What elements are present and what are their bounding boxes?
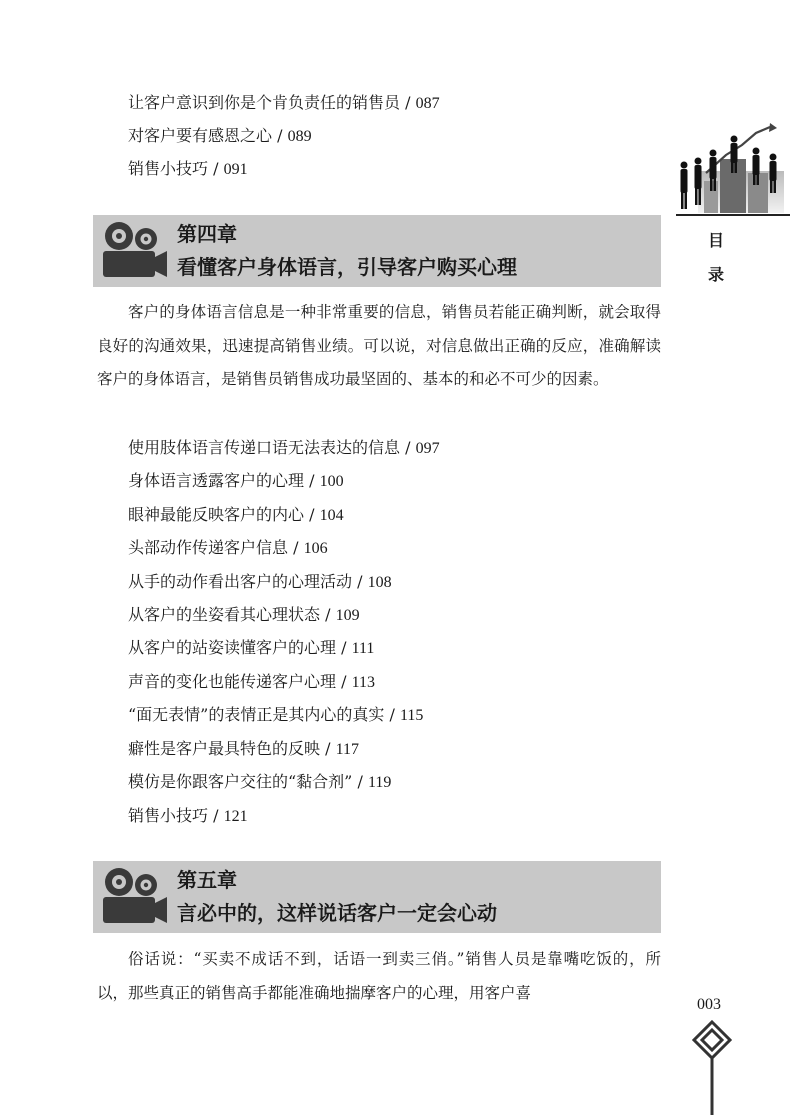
toc-entry-page: 091 <box>223 161 248 178</box>
toc-entry-page: 111 <box>351 640 375 657</box>
toc-entry-page: 121 <box>223 808 248 825</box>
toc-separator: / <box>272 126 288 145</box>
toc-separator: / <box>352 572 368 591</box>
toc-entry[interactable] <box>128 806 248 827</box>
toc-separator: / <box>208 806 224 825</box>
chapter-4-banner <box>93 215 661 287</box>
toc-separator: / <box>304 505 320 524</box>
page-number: 003 <box>697 996 721 1013</box>
chapter-number: 第四章 <box>177 222 237 246</box>
toc-separator: / <box>304 471 320 490</box>
film-camera-icon <box>99 217 169 283</box>
toc-entry-page: 100 <box>319 473 344 490</box>
toc-entry-title: 从客户的坐姿看其心理状态 <box>128 605 321 624</box>
toc-entry-page: 106 <box>303 540 328 557</box>
toc-entry-page: 117 <box>335 741 359 758</box>
toc-entry-title: 对客户要有感恩之心 <box>128 126 273 145</box>
toc-separator: / <box>336 638 352 657</box>
toc-entry[interactable] <box>128 93 440 114</box>
sidebar-label: 目 <box>708 231 725 250</box>
toc-entry[interactable] <box>128 538 328 559</box>
toc-separator: / <box>384 705 400 724</box>
chapter-title: 看懂客户身体语言，引导客户购买心理 <box>177 255 517 279</box>
toc-entry[interactable] <box>128 159 248 180</box>
toc-entry[interactable] <box>128 471 344 492</box>
toc-entry-title: 从手的动作看出客户的心理活动 <box>128 572 353 591</box>
toc-entry-title: 从客户的站姿读懂客户的心理 <box>128 638 337 657</box>
chapter-intro: 客户的身体语言信息是一种非常重要的信息，销售员若能正确判断，就会取得良好的沟通效果，迅速提高销售业绩。可以说，对信息做出正确的反应，准确解读客户的身体语言，是销售员销售成功最坚固的、基本的和必不可少的因素。 <box>97 303 661 388</box>
toc-entry-page: 097 <box>415 440 440 457</box>
chapter-5-banner <box>93 861 661 933</box>
toc-entry[interactable] <box>128 739 359 760</box>
toc-separator: / <box>208 159 224 178</box>
toc-entry[interactable] <box>128 605 360 626</box>
toc-entry[interactable] <box>128 438 440 459</box>
toc-separator: / <box>320 739 336 758</box>
toc-entry-title: 销售小技巧 <box>128 806 209 825</box>
toc-entry-title: 身体语言透露客户的心理 <box>128 471 305 490</box>
toc-entry[interactable] <box>128 572 392 593</box>
toc-entry[interactable] <box>128 772 391 793</box>
chapter-number: 第五章 <box>177 868 237 892</box>
toc-separator: / <box>288 538 304 557</box>
chapter-intro: 俗话说：“买卖不成话不到，话语一到卖三俏。”销售人员是靠嘴吃饭的，所以，那些真正的销售高手都能准确地揣摩客户的心理，用客户喜 <box>97 950 661 1002</box>
toc-entry-page: 115 <box>399 707 424 724</box>
toc-entry-page: 119 <box>367 774 392 791</box>
toc-separator: / <box>336 672 352 691</box>
toc-entry[interactable] <box>128 705 423 726</box>
film-camera-icon <box>99 863 169 929</box>
toc-entry-title: 眼神最能反映客户的内心 <box>128 505 305 524</box>
toc-entry[interactable] <box>128 126 312 147</box>
toc-entry[interactable] <box>128 638 374 659</box>
toc-entry-page: 104 <box>319 507 344 524</box>
toc-entry-title: 销售小技巧 <box>128 159 209 178</box>
toc-entry[interactable] <box>128 505 344 526</box>
toc-entry-title: 模仿是你跟客户交往的“黏合剂” <box>128 772 353 791</box>
toc-entry-page: 087 <box>415 95 440 112</box>
toc-entry-title: “面无表情”的表情正是其内心的真实 <box>128 705 385 724</box>
toc-entry[interactable] <box>128 672 375 693</box>
sidebar-divider <box>676 214 790 216</box>
toc-separator: / <box>320 605 336 624</box>
toc-entry-title: 使用肢体语言传递口语无法表达的信息 <box>128 438 401 457</box>
toc-separator: / <box>352 772 368 791</box>
business-people-silhouette-image <box>676 123 784 213</box>
toc-separator: / <box>400 93 416 112</box>
toc-entry-title: 让客户意识到你是个肯负责任的销售员 <box>128 93 401 112</box>
toc-entry-page: 113 <box>351 674 375 691</box>
toc-entry-page: 109 <box>335 607 360 624</box>
toc-entry-title: 头部动作传递客户信息 <box>128 538 289 557</box>
toc-entry-page: 108 <box>367 574 392 591</box>
toc-entry-title: 癖性是客户最具特色的反映 <box>128 739 321 758</box>
toc-separator: / <box>400 438 416 457</box>
toc-entry-page: 089 <box>287 128 312 145</box>
chapter-title: 言必中的，这样说话客户一定会心动 <box>177 901 497 925</box>
diamond-ornament-icon <box>692 1020 732 1115</box>
toc-entry-title: 声音的变化也能传递客户心理 <box>128 672 337 691</box>
sidebar-label: 录 <box>708 265 725 284</box>
